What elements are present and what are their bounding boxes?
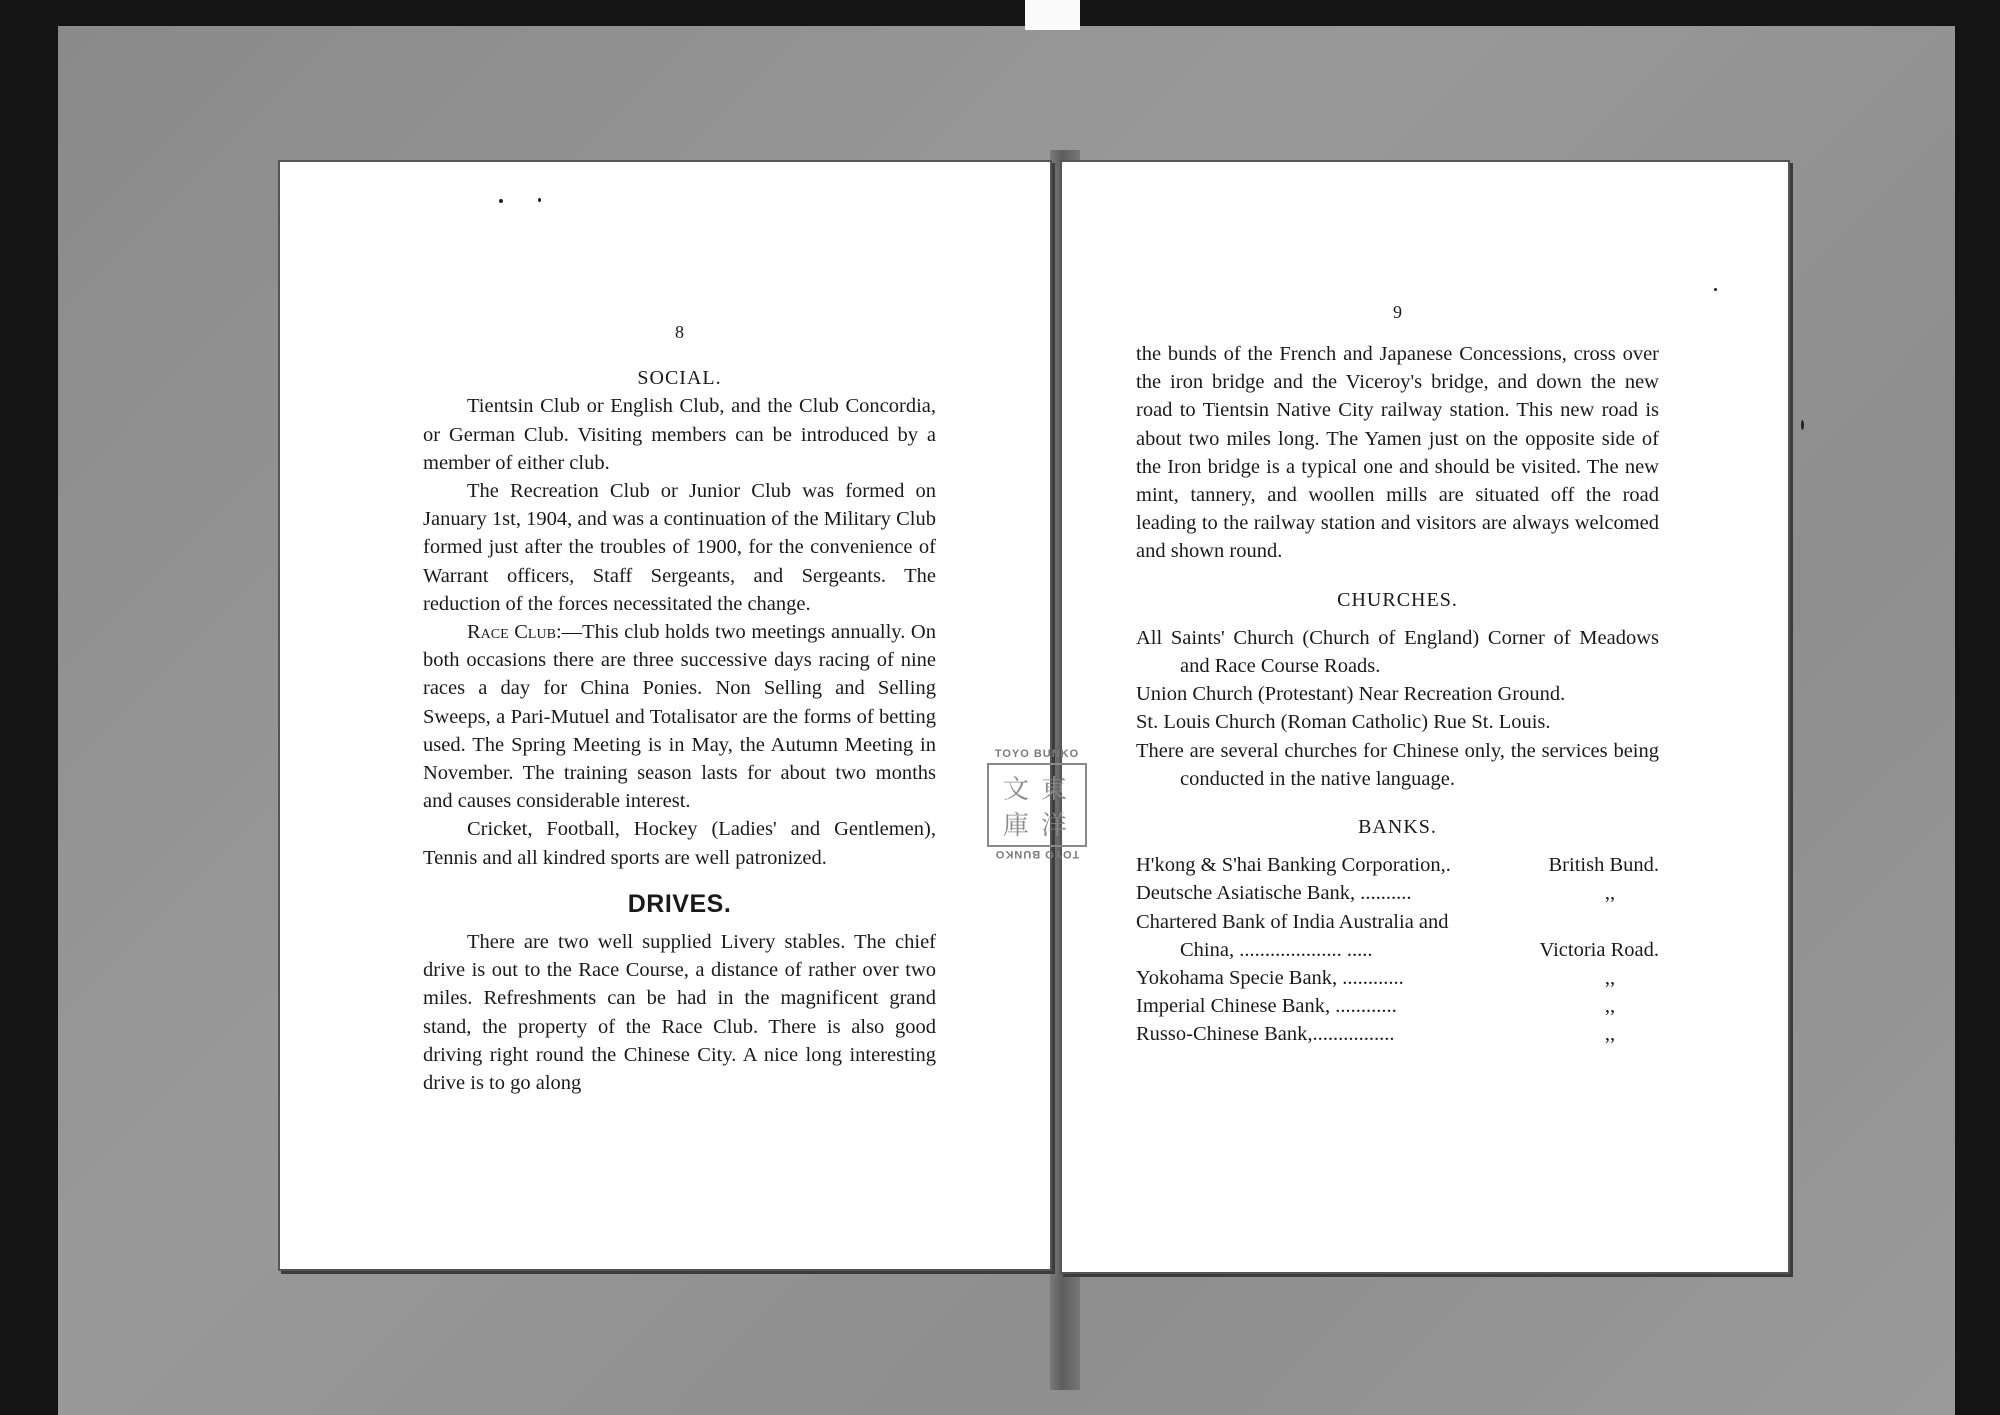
scan-speck: [499, 199, 503, 203]
bank-name: China, .................... .....: [1180, 938, 1373, 961]
bank-row: [1136, 992, 1659, 1020]
church-item: St. Louis Church (Roman Catholic) Rue St. Louis.: [1136, 711, 1551, 734]
stamp-glyph: 文: [1003, 775, 1030, 805]
bank-location: ,,: [1604, 995, 1616, 1018]
church-item: There are several churches for Chinese only, the services being conducted in the native language.: [1136, 739, 1659, 790]
bank-name: Imperial Chinese Bank, ............: [1136, 995, 1397, 1018]
stamp-bottom-text: TOYO BUNKO: [994, 848, 1080, 860]
social-heading: SOCIAL.: [637, 367, 722, 390]
bank-row: [1136, 908, 1659, 936]
banks-heading: BANKS.: [1358, 816, 1437, 839]
bank-row: [1136, 851, 1659, 879]
scan-border-left: [0, 0, 58, 1415]
churches-heading: CHURCHES.: [1337, 588, 1458, 611]
race-club-paragraph: [423, 618, 936, 815]
left-page-text: [423, 318, 936, 1097]
scan-border-right: [1955, 0, 2000, 1415]
bank-name: Chartered Bank of India Australia and: [1136, 910, 1449, 933]
scan-border-top: [0, 0, 2000, 26]
bank-location: ,,: [1604, 967, 1616, 990]
scan-gap-top: [1025, 0, 1080, 30]
bank-location: Victoria Road.: [1539, 938, 1659, 961]
library-stamp: [983, 748, 1091, 864]
stamp-glyph: 洋: [1041, 811, 1068, 841]
page-number-right: 9: [1393, 302, 1402, 322]
church-item: All Saints' Church (Church of England) Corner of Meadows and Race Course Roads.: [1136, 626, 1659, 678]
page-number-left: 8: [675, 322, 684, 342]
bank-name: Yokohama Specie Bank, ............: [1136, 967, 1404, 990]
scan-speck: [1801, 420, 1804, 430]
church-item: Union Church (Protestant) Near Recreation Ground.: [1136, 683, 1566, 706]
bank-row: [1136, 1020, 1659, 1048]
bank-row: [1136, 964, 1659, 992]
bank-name: Russo-Chinese Bank,................: [1136, 1023, 1395, 1046]
drives-paragraph: There are two well supplied Livery stables. The chief drive is out to the Race Course, a distance of rather over two miles. Refreshments can be had in the magnificent grand stand, the property of the Race Club. There is also good driving right round the Chinese City. A nice long interesting drive is to go along: [423, 931, 936, 1095]
race-club-label: Race Club: [467, 621, 556, 644]
scan-speck: [538, 198, 541, 202]
stamp-top-text: TOYO BUNKO: [994, 748, 1080, 760]
stamp-seal: [987, 763, 1087, 847]
bank-location: ,,: [1604, 882, 1616, 905]
drives-heading: DRIVES.: [627, 889, 732, 918]
race-club-text: :—This club holds two meetings annually. On both occasions there are three successive days racing of nine races a day for China Ponies. Non Selling and Selling Sweeps, a Pari-Mutuel and Totalisator are the forms of betting used. The Spring Meeting is in May, the Autumn Meeting in November. The training season lasts for about two months and causes considerable interest.: [423, 621, 936, 813]
social-paragraph-1: Tientsin Club or English Club, and the Club Concordia, or German Club. Visiting members can be introduced by a member of either club.: [423, 395, 936, 474]
bank-name: H'kong & S'hai Banking Corporation,.: [1136, 854, 1451, 877]
social-paragraph-2: The Recreation Club or Junior Club was formed on January 1st, 1904, and was a continuation of the Military Club formed just after the troubles of 1900, for the convenience of Warrant officers, Staff Sergeants, and Sergeants. The reduction of the forces necessitated the change.: [423, 480, 936, 615]
stamp-glyph: 庫: [1003, 811, 1030, 841]
stamp-glyph: 東: [1041, 775, 1068, 805]
bank-location: ,,: [1604, 1023, 1616, 1046]
sports-paragraph: Cricket, Football, Hockey (Ladies' and Gentlemen), Tennis and all kindred sports are well patronized.: [423, 818, 936, 869]
bank-name: Deutsche Asiatische Bank, ..........: [1136, 882, 1412, 905]
bank-location: British Bund.: [1548, 854, 1659, 877]
scan-speck: [1714, 288, 1717, 291]
right-page-text: [1136, 302, 1659, 1049]
banks-list: [1136, 851, 1659, 1048]
bank-row: [1136, 936, 1659, 964]
bank-location: [1523, 908, 1659, 936]
drives-continued-paragraph: the bunds of the French and Japanese Concessions, cross over the iron bridge and the Viceroy's bridge, and down the new road to Tientsin Native City railway station. This new road is about two miles long. The Yamen just on the opposite side of the Iron bridge is a typical one and should be visited. The new mint, tannery, and woollen mills are situated off the road leading to the railway station and visitors are always welcomed and shown round.: [1136, 343, 1659, 563]
bank-row: [1136, 879, 1659, 907]
